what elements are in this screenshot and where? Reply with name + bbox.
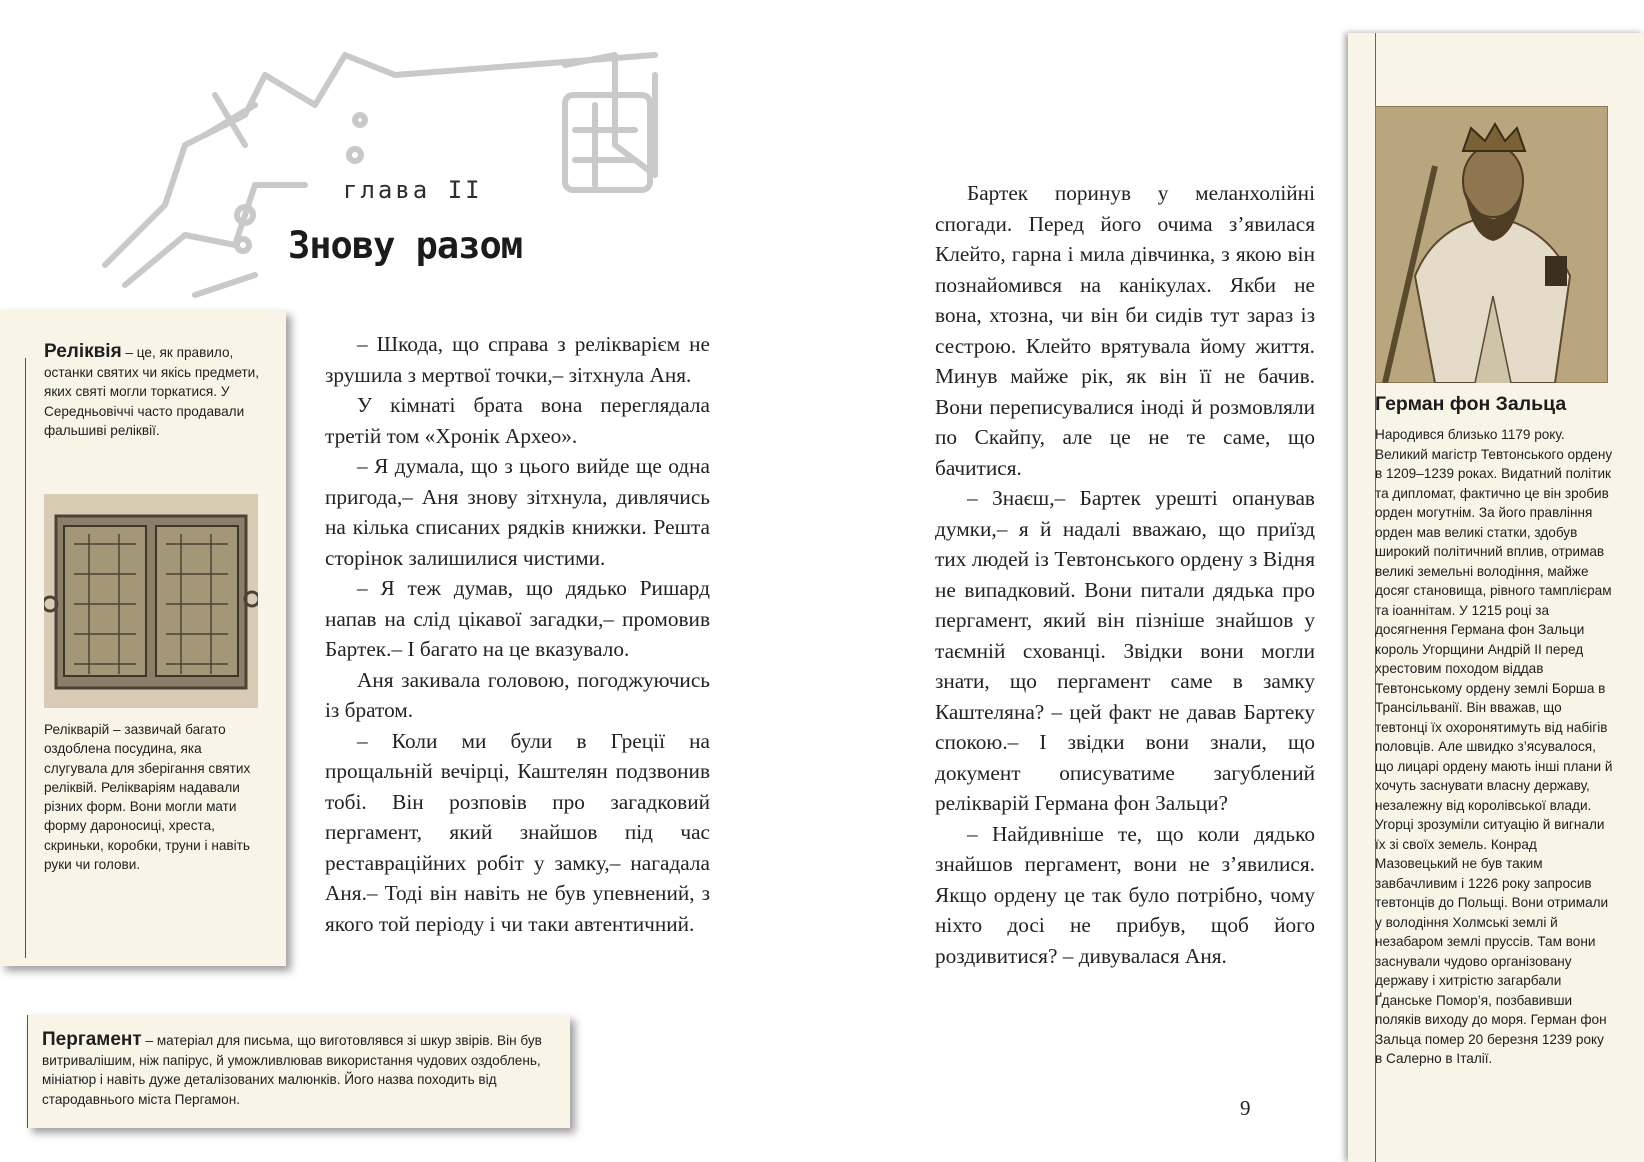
paragraph: Бартек поринув у меланхолійні спогади. Перед його очима з’явилася Клейто, гарна і мила дівчинка, з якою він познайомився на канікулах. Якби не вона, хтозна, чи він би сидів тут зараз із сестрою. Клейто врятувала йому життя. Минув майже рік, як він її не бачив. Вони переписувалися іноді й розмовляли по Скайпу, але це не те саме, що бачитися. xyxy=(935,181,1315,480)
bio-text: Народився близько 1179 року. Великий магістр Тевтонського ордену в 1209–1239 роках. Видатний політик та дипломат, фактично це він зробив орден могутнім. За його правління орден мав великі статки, здобув широкий політичний вплив, отримав великі земельні володіння, майже досяг становища, рівного тамплієрам та іоаннітам. У 1215 році за досягнення Германа фон Зальци король Угорщини Андрій II перед хрестовим походом віддав Тевтонському ордену землі Борша в Трансільванії. Він вважав, що тевтонці їх охоронятимуть від набігів половців. Але швидко з’ясувалося, що лицарі ордену мають інші плани й хочуть заснувати власну державу, незалежну від королівської влади. Угорці зрозуміли ситуацію й вигнали їх зі своїх земель. Конрад Мазовецький не був таким завбачливим і 1226 року запросив тевтонців до Польщі. Вони отримали у володіння Холмські землі й незабаром землі пруссів. Там вони заснували чудово організовану державу і хитрістю загарбали Ґданське Помор’я, позбавивши поляків виходу до моря. Герман фон Зальца помер 20 березня 1239 року в Салерно в Італії. xyxy=(1375,427,1613,1066)
paragraph: – Я теж думав, що дядько Ришард напав на слід цікавої загадки,– промовив Бартек.– І багато на це вказувало. xyxy=(325,576,710,661)
parchment-definition xyxy=(42,1030,562,1109)
relic-term: Релiквiя xyxy=(44,341,122,362)
vertical-rule xyxy=(25,358,26,958)
relic-info-box xyxy=(0,310,286,966)
vertical-rule xyxy=(27,1015,28,1128)
parchment-definition-text: – матеріал для письма, що виготовлявся зі шкур звірів. Він був витривалішим, ніж папірус, й уможливлював використання чудових оздоблень, мініатюр і навіть дуже деталізованих малюнків. Його назва походить від стародавнього міста Пергамон. xyxy=(42,1033,542,1107)
chapter-title: Знову разом xyxy=(288,224,523,267)
reliquary-caption: Релікварій – зазвичай багато оздоблена посудина, яка слугувала для зберігання святих реліквій. Релікваріям надавали різних форм. Вони могли мати форму дароносиці, хреста, скриньки, коробки, труни і навіть руки чи голови. xyxy=(44,722,251,873)
paragraph: Аня закивала головою, погоджуючись із братом. xyxy=(325,667,710,722)
portrait-image xyxy=(1375,106,1608,383)
relic-definition-text: – це, як правило, останки святих чи якісь предмети, яких святі могли торкатися. У Середньовіччі часто продавали фальшиві реліквії. xyxy=(44,345,260,438)
paragraph: – Шкода, що справа з релікварієм не зрушила з мертвої точки,– зітхнула Аня. xyxy=(325,332,710,387)
left-text-column xyxy=(325,329,710,939)
paragraph: У кімнаті брата вона переглядала третій том «Хронік Архео». xyxy=(325,393,710,448)
bio-sidebar xyxy=(1348,33,1644,1162)
right-text-column xyxy=(935,178,1315,971)
paragraph: – Знаєш,– Бартек урешті опанував думки,– я й надалі вважаю, що приїзд тих людей із Тевтонського ордену з Відня не випадковий. Вони питали дядька про пергамент, який він пізніше знайшов у таємній схованці. Звідки вони могли знати, що пергамент саме в замку Каштеляна? – цей факт не давав Бартеку спокою.– І звідки вони знали, що документ описуватиме загублений релікварій Германа фон Зальци? xyxy=(935,486,1315,815)
relic-definition xyxy=(44,342,266,441)
page-number: 9 xyxy=(1240,1096,1251,1120)
reliquary-image xyxy=(44,494,258,708)
paragraph: – Найдивніше те, що коли дядько знайшов пергамент, вони не з’явилися. Якщо ордену це так було потрібно, чому ніхто досі не прибув, щоб його роздивитися? – дивувалася Аня. xyxy=(935,821,1315,968)
paragraph: – Я думала, що з цього вийде ще одна пригода,– Аня знову зітхнула, дивлячись на кілька списаних рядків книжки. Решта сторінок залишилися чистими. xyxy=(325,454,710,570)
chapter-label: глава II xyxy=(343,176,483,204)
bio-name: Герман фон Зальца xyxy=(1375,393,1567,415)
paragraph: – Коли ми були в Греції на прощальній вечірці, Каштелян подзвонив тобі. Він розповів про загадковий пергамент, який знайшов під час реставраційних робіт у замку,– нагадала Аня.– Тоді він навіть не був упевнений, з якого той періоду і чи таки автентичний. xyxy=(325,728,710,936)
parchment-term: Пергамент xyxy=(42,1029,142,1050)
parchment-info-box xyxy=(27,1015,570,1128)
